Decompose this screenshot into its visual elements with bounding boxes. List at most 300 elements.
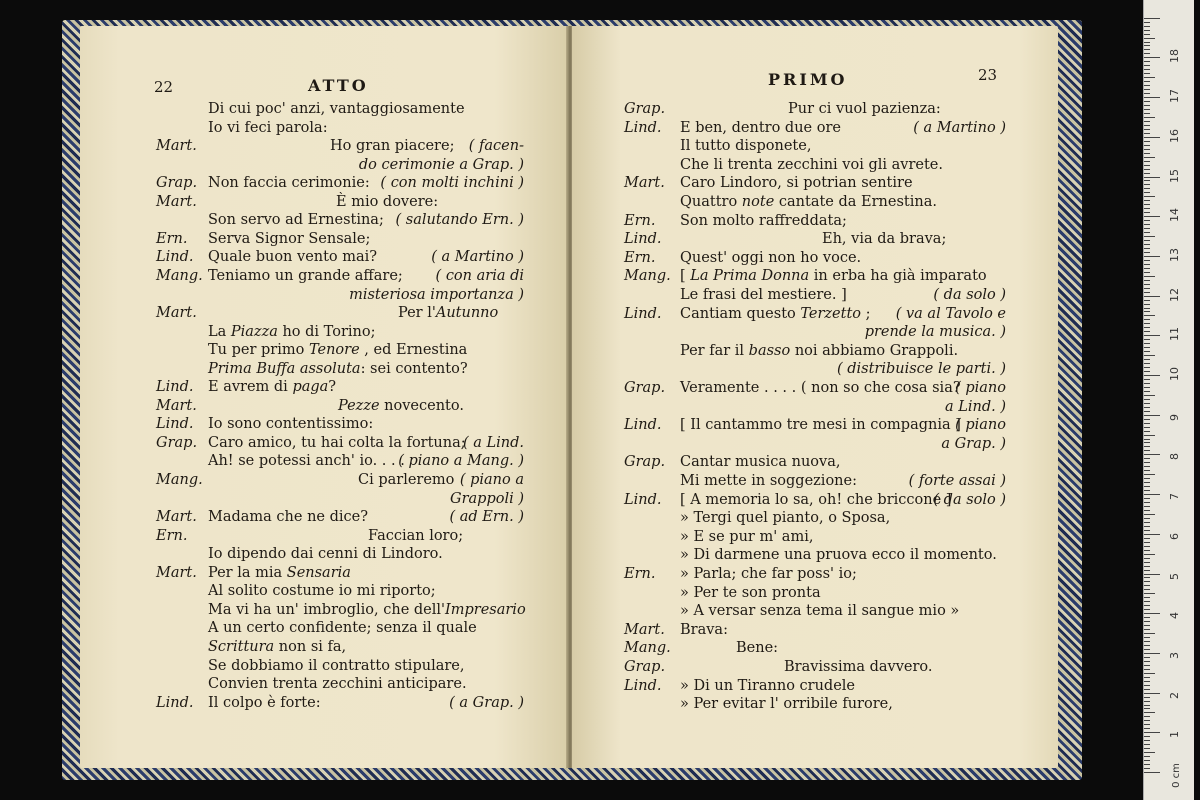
- verse-line: [208, 378, 336, 397]
- line-text: Pur ci vuol pazienza:: [788, 101, 941, 117]
- speaker-label: Mart.: [156, 564, 197, 581]
- ruler-tick: [1144, 466, 1150, 467]
- ruler-tick: [1144, 117, 1155, 118]
- ruler-tick: [1144, 574, 1160, 575]
- line-text: Per l': [398, 305, 436, 322]
- speaker-label: Grap.: [624, 659, 666, 675]
- line-text: Caro Lindoro, si potrian sentire: [680, 175, 913, 192]
- ruler-tick: [1144, 228, 1150, 229]
- ruler-tick: [1144, 669, 1150, 670]
- speaker-label: Mang.: [156, 267, 203, 284]
- ruler-number: 6: [1168, 532, 1181, 540]
- ruler-tick: [1144, 593, 1155, 594]
- speaker-label: Mart.: [156, 138, 197, 155]
- line-text: Faccian loro;: [368, 527, 464, 544]
- ruler-tick: [1144, 712, 1155, 713]
- speaker-label: Ern.: [624, 249, 656, 266]
- verse-line: [208, 434, 466, 453]
- ruler-tick: [1144, 760, 1150, 761]
- running-head-left: ATTO: [308, 76, 369, 95]
- ruler-tick: [1144, 566, 1150, 567]
- ruler-tick: [1144, 105, 1150, 106]
- ruler-tick: [1144, 216, 1160, 217]
- ruler-number: 3: [1168, 651, 1181, 659]
- ruler-tick: [1144, 542, 1150, 543]
- ruler-tick: [1144, 697, 1150, 698]
- verse-line: [208, 119, 328, 138]
- line-text: Ho gran piacere;: [330, 138, 455, 155]
- ruler-tick: [1144, 625, 1150, 626]
- ruler-tick: [1144, 427, 1150, 428]
- ruler-tick: [1144, 308, 1150, 309]
- speaker-label: Mart.: [156, 193, 197, 210]
- ruler-tick: [1144, 65, 1150, 66]
- ruler-tick: [1144, 689, 1150, 690]
- line-text: La: [208, 323, 231, 340]
- verse-line: [680, 546, 997, 565]
- ruler-tick: [1144, 732, 1160, 733]
- measuring-ruler: [1143, 0, 1194, 800]
- speaker-label: Mart.: [624, 621, 665, 638]
- ruler-tick: [1144, 272, 1150, 273]
- ruler-tick: [1144, 335, 1160, 336]
- speaker-label: Lind.: [156, 694, 194, 711]
- ruler-tick: [1144, 423, 1150, 424]
- stage-direction: ( va al Tavolo e: [895, 305, 1006, 322]
- ruler-tick: [1144, 450, 1150, 451]
- ruler-tick: [1144, 145, 1150, 146]
- ruler-tick: [1144, 403, 1150, 404]
- ruler-tick: [1144, 26, 1150, 27]
- verse-line: [208, 675, 467, 694]
- ruler-tick: [1144, 113, 1150, 114]
- ruler-number: 16: [1168, 128, 1181, 143]
- speaker-label: Mart.: [156, 305, 197, 322]
- verse-line: [208, 638, 346, 657]
- line-text: Caro amico, tu hai colta la fortuna;: [208, 434, 466, 451]
- line-text: » Per te son pronta: [680, 584, 821, 601]
- line-text: Di cui poc' anzi, vantaggiosamente: [208, 101, 465, 117]
- running-head-right: PRIMO: [768, 70, 848, 89]
- ruler-tick: [1144, 693, 1160, 694]
- ruler-tick: [1144, 137, 1160, 138]
- line-text-continued: ho di Torino;: [277, 323, 376, 340]
- ruler-number: 13: [1168, 247, 1181, 262]
- line-text: Per la mia: [208, 564, 287, 581]
- line-text-continued: in erba ha già imparato: [809, 268, 987, 285]
- verse-line: [680, 602, 959, 621]
- ruler-tick: [1144, 716, 1150, 717]
- ruler-tick: [1144, 387, 1150, 388]
- speaker-label: Grap.: [624, 101, 666, 117]
- ruler-tick: [1144, 502, 1150, 503]
- ruler-number: 17: [1168, 89, 1181, 104]
- speaker-label: Lind.: [624, 677, 662, 694]
- ruler-tick: [1144, 514, 1155, 515]
- line-text: » E se pur m' ami,: [680, 528, 814, 545]
- ruler-tick: [1144, 34, 1150, 35]
- ruler-tick: [1144, 649, 1150, 650]
- ruler-tick: [1144, 673, 1155, 674]
- stage-direction: ( salutando Ern. ): [395, 212, 524, 229]
- ruler-tick: [1144, 192, 1150, 193]
- right-page: [572, 26, 1058, 768]
- ruler-tick: [1144, 526, 1150, 527]
- verse-line: [680, 472, 857, 491]
- line-text: Il colpo è forte:: [208, 694, 321, 711]
- ruler-tick: [1144, 391, 1150, 392]
- ruler-tick: [1144, 323, 1150, 324]
- ruler-tick: [1144, 383, 1150, 384]
- stage-direction: misteriosa importanza ): [349, 286, 524, 303]
- speaker-label: Lind.: [156, 379, 194, 396]
- speaker-label: Mang.: [156, 472, 203, 488]
- verse-line: [680, 584, 821, 603]
- ruler-tick: [1144, 621, 1150, 622]
- speaker-label: Mang.: [624, 268, 671, 285]
- ruler-tick: [1144, 49, 1150, 50]
- line-text: Io dipendo dai cenni di Lindoro.: [208, 546, 443, 563]
- stage-direction: ( piano: [955, 417, 1006, 434]
- stage-direction: ( piano a: [459, 472, 524, 488]
- ruler-tick: [1144, 454, 1160, 455]
- ruler-number: 9: [1168, 413, 1181, 421]
- ruler-tick: [1144, 708, 1150, 709]
- ruler-tick: [1144, 125, 1150, 126]
- ruler-tick: [1144, 73, 1150, 74]
- ruler-tick: [1144, 522, 1150, 523]
- ruler-number: 15: [1168, 168, 1181, 183]
- verse-line: [208, 601, 526, 620]
- ruler-tick: [1144, 419, 1150, 420]
- ruler-tick: [1144, 319, 1150, 320]
- stage-direction: ( a Lind.: [462, 434, 524, 451]
- speaker-label: Lind.: [624, 417, 662, 434]
- ruler-tick: [1144, 367, 1150, 368]
- ruler-number: 14: [1168, 208, 1181, 223]
- ruler-tick: [1144, 331, 1150, 332]
- verse-line: [680, 137, 811, 156]
- ruler-tick: [1144, 153, 1150, 154]
- ruler-tick: [1144, 506, 1150, 507]
- stage-direction: ( piano a Mang. ): [398, 453, 524, 470]
- ruler-tick: [1144, 661, 1150, 662]
- ruler-tick: [1144, 196, 1155, 197]
- ruler-tick: [1144, 220, 1150, 221]
- verse-line: [788, 100, 941, 119]
- ruler-tick: [1144, 208, 1150, 209]
- ruler-tick: [1144, 756, 1150, 757]
- ruler-tick: [1144, 311, 1150, 312]
- ruler-tick: [1144, 486, 1150, 487]
- ruler-tick: [1144, 121, 1150, 122]
- line-text: Quest' oggi non ho voce.: [680, 249, 862, 266]
- ruler-tick: [1144, 18, 1160, 19]
- line-text: Se dobbiamo il contratto stipulare,: [208, 657, 465, 674]
- ruler-tick: [1144, 22, 1150, 23]
- line-text: » Di darmene una pruova ecco il momento.: [680, 547, 997, 564]
- ruler-tick: [1144, 280, 1150, 281]
- verse-line: [680, 416, 961, 435]
- ruler-tick: [1144, 260, 1150, 261]
- ruler-tick: [1144, 248, 1150, 249]
- ruler-tick: [1144, 268, 1150, 269]
- ruler-tick: [1144, 359, 1150, 360]
- verse-line: [680, 453, 840, 472]
- stage-direction: do cerimonie a Grap. ): [358, 156, 524, 173]
- line-text: Son molto raffreddata;: [680, 212, 847, 229]
- line-text: Ah! se potessi anch' io. . . .: [208, 453, 405, 470]
- ruler-tick: [1144, 395, 1155, 396]
- verse-line: [680, 379, 961, 398]
- ruler-tick: [1144, 399, 1150, 400]
- ruler-tick: [1144, 562, 1150, 563]
- line-text: Cantar musica nuova,: [680, 454, 841, 471]
- ruler-number: 2: [1168, 691, 1181, 699]
- speaker-label: Ern.: [624, 566, 656, 582]
- ruler-tick: [1144, 510, 1150, 511]
- verse-line: [680, 267, 987, 286]
- verse-line: [368, 527, 463, 546]
- ruler-tick: [1144, 379, 1150, 380]
- stage-direction: ( facen-: [468, 138, 524, 155]
- ruler-tick: [1144, 212, 1150, 213]
- ruler-tick: [1144, 617, 1150, 618]
- verse-line: [336, 193, 438, 212]
- ruler-number: 7: [1168, 493, 1181, 501]
- verse-line: [680, 528, 813, 547]
- verse-line: [208, 100, 465, 119]
- ruler-tick: [1144, 188, 1150, 189]
- line-text-continued: ?: [328, 379, 337, 396]
- line-text-continued: novecento.: [379, 397, 464, 414]
- ruler-tick: [1144, 184, 1150, 185]
- ruler-tick: [1144, 772, 1160, 773]
- stage-direction: ( a Grap. ): [449, 694, 524, 711]
- ruler-tick: [1144, 204, 1150, 205]
- ruler-tick: [1144, 355, 1155, 356]
- line-emphasis: Autunno: [435, 305, 499, 322]
- verse-line: [208, 657, 464, 676]
- stage-direction: ( con molti inchini ): [380, 175, 524, 192]
- line-text-continued: non si fa,: [274, 638, 347, 655]
- ruler-number: 8: [1168, 453, 1181, 461]
- line-text: Bravissima davvero.: [784, 659, 933, 675]
- verse-line: [680, 621, 728, 640]
- ruler-tick: [1144, 411, 1150, 412]
- ruler-tick: [1144, 498, 1150, 499]
- ruler-tick: [1144, 244, 1150, 245]
- ruler-tick: [1144, 637, 1150, 638]
- line-text: Io sono contentissimo:: [208, 416, 374, 433]
- line-text: Tu per primo: [208, 342, 309, 359]
- line-text: Bene:: [736, 640, 779, 657]
- ruler-tick: [1144, 180, 1150, 181]
- ruler-tick: [1144, 657, 1150, 658]
- ruler-tick: [1144, 554, 1155, 555]
- line-text: Che li trenta zecchini voi gli avrete.: [680, 156, 943, 173]
- ruler-tick: [1144, 605, 1150, 606]
- ruler-number: 11: [1168, 327, 1181, 342]
- line-emphasis: Piazza: [230, 323, 278, 340]
- speaker-label: Mart.: [624, 175, 665, 192]
- ruler-tick: [1144, 748, 1150, 749]
- ruler-tick: [1144, 558, 1150, 559]
- line-text: È mio dovere:: [336, 193, 439, 210]
- ruler-number: 4: [1168, 612, 1181, 620]
- verse-line: [358, 471, 454, 490]
- verse-line: [208, 174, 370, 193]
- line-text: » Per evitar l' orribile furore,: [680, 696, 893, 713]
- ruler-tick: [1144, 740, 1150, 741]
- ruler-tick: [1144, 347, 1150, 348]
- verse-line: [208, 415, 373, 434]
- line-text: Serva Signor Sensale;: [208, 230, 371, 247]
- line-text: Per far il: [680, 342, 749, 359]
- ruler-tick: [1144, 581, 1150, 582]
- ruler-tick: [1144, 315, 1155, 316]
- line-text: » Tergi quel pianto, o Sposa,: [680, 510, 891, 527]
- line-text: Quattro: [680, 194, 742, 210]
- page-number-left: 22: [154, 78, 174, 96]
- ruler-tick: [1144, 224, 1150, 225]
- verse-line: [680, 565, 857, 584]
- ruler-tick: [1144, 744, 1150, 745]
- verse-line: [680, 491, 951, 510]
- ruler-tick: [1144, 101, 1150, 102]
- speaker-label: Lind.: [624, 491, 662, 508]
- ruler-tick: [1144, 264, 1150, 265]
- verse-line: [680, 286, 847, 305]
- ruler-tick: [1144, 30, 1150, 31]
- line-text: Veramente . . . . ( non so che cosa sia?: [680, 380, 961, 396]
- ruler-tick: [1144, 177, 1160, 178]
- left-page: [80, 26, 568, 768]
- ruler-tick: [1144, 442, 1150, 443]
- line-text: Ma vi ha un' imbroglio, che dell': [208, 601, 446, 618]
- ruler-tick: [1144, 415, 1160, 416]
- ruler-tick: [1144, 339, 1150, 340]
- line-text: » Di un Tiranno crudele: [680, 677, 856, 694]
- verse-line: [208, 341, 467, 360]
- verse-line: [680, 509, 890, 528]
- ruler-tick: [1144, 482, 1150, 483]
- stage-direction: prende la musica. ): [864, 324, 1006, 341]
- line-text: Ci parleremo: [358, 472, 455, 488]
- line-text: [ Il cantammo tre mesi in compagnia ]: [680, 417, 961, 434]
- verse-line: [736, 639, 778, 658]
- verse-line: [680, 156, 943, 175]
- ruler-tick: [1144, 165, 1150, 166]
- line-text: Quale buon vento mai?: [208, 249, 378, 266]
- ruler-tick: [1144, 161, 1150, 162]
- ruler-tick: [1144, 93, 1150, 94]
- stage-direction: ( piano: [955, 380, 1006, 396]
- ruler-tick: [1144, 458, 1150, 459]
- stage-direction: a Grap. ): [941, 435, 1006, 452]
- verse-line: [208, 248, 377, 267]
- ruler-tick: [1144, 736, 1150, 737]
- line-emphasis: Scrittura: [208, 638, 275, 655]
- ruler-tick: [1144, 42, 1150, 43]
- line-emphasis: note: [741, 194, 775, 210]
- line-text: » Parla; che far poss' io;: [680, 566, 857, 582]
- ruler-tick: [1144, 363, 1150, 364]
- ruler-tick: [1144, 645, 1150, 646]
- ruler-tick: [1144, 296, 1160, 297]
- verse-line: [680, 212, 847, 231]
- line-text-continued: cantate da Ernestina.: [774, 194, 937, 210]
- stage-direction: ( ad Ern. ): [449, 509, 524, 526]
- ruler-tick: [1144, 69, 1150, 70]
- line-text-continued: , ed Ernestina: [359, 342, 468, 359]
- ruler-tick: [1144, 768, 1150, 769]
- verse-line: [680, 695, 893, 714]
- ruler-tick: [1144, 681, 1150, 682]
- ruler-tick: [1144, 705, 1150, 706]
- ruler-tick: [1144, 609, 1150, 610]
- speaker-label: Mart.: [156, 397, 197, 414]
- ruler-tick: [1144, 641, 1150, 642]
- ruler-tick: [1144, 407, 1150, 408]
- ruler-tick: [1144, 701, 1150, 702]
- ruler-tick: [1144, 494, 1160, 495]
- stage-direction: ( distribuisce le parti. ): [836, 361, 1006, 378]
- stage-direction: ( a Martino ): [913, 119, 1006, 136]
- verse-line: [208, 267, 403, 286]
- ruler-tick: [1144, 375, 1160, 376]
- ruler-tick: [1144, 724, 1150, 725]
- line-text: Teniamo un grande affare;: [208, 267, 403, 284]
- ruler-tick: [1144, 570, 1150, 571]
- speaker-label: Grap.: [624, 380, 666, 396]
- ruler-tick: [1144, 546, 1150, 547]
- line-text: Il tutto disponete,: [680, 138, 812, 155]
- speaker-label: Ern.: [156, 230, 188, 247]
- ruler-tick: [1144, 585, 1150, 586]
- verse-line: [680, 342, 958, 361]
- ruler-tick: [1144, 490, 1150, 491]
- speaker-label: Lind.: [624, 119, 662, 136]
- ruler-tick: [1144, 173, 1150, 174]
- stage-direction: ( a Martino ): [431, 249, 524, 266]
- ruler-tick: [1144, 97, 1160, 98]
- line-emphasis: Terzetto: [800, 305, 862, 322]
- line-emphasis: Pezze: [338, 397, 380, 414]
- ruler-tick: [1144, 133, 1150, 134]
- ruler-tick: [1144, 236, 1155, 237]
- ruler-tick: [1144, 45, 1150, 46]
- verse-line: [208, 564, 351, 583]
- verse-line: [338, 397, 464, 416]
- ruler-tick: [1144, 550, 1150, 551]
- ruler-tick: [1144, 288, 1150, 289]
- ruler-tick: [1144, 256, 1160, 257]
- ruler-tick: [1144, 439, 1150, 440]
- ruler-tick: [1144, 752, 1155, 753]
- line-text: Eh, via da brava;: [822, 231, 947, 248]
- speaker-label: Lind.: [156, 249, 194, 266]
- ruler-unit-label: 0 cm: [1170, 763, 1182, 788]
- verse-line: [680, 305, 871, 324]
- ruler-tick: [1144, 629, 1150, 630]
- ruler-tick: [1144, 431, 1150, 432]
- ruler-tick: [1144, 77, 1155, 78]
- line-emphasis: Tenore: [308, 342, 360, 359]
- ruler-tick: [1144, 240, 1150, 241]
- line-text: Son servo ad Ernestina;: [208, 212, 384, 229]
- speaker-label: Mart.: [156, 509, 197, 526]
